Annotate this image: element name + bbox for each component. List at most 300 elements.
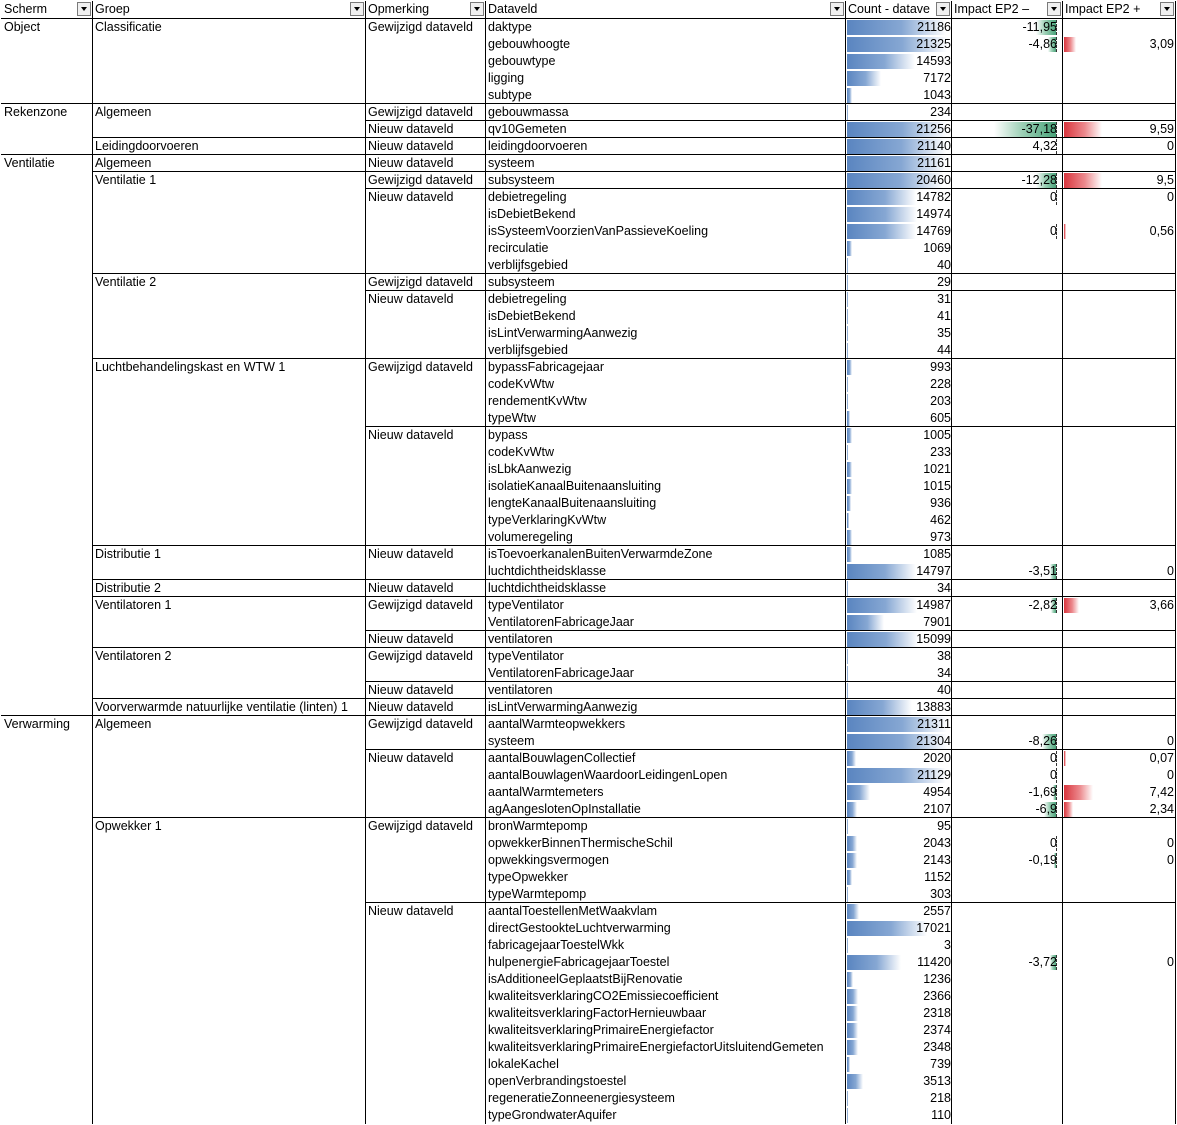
cell-count[interactable] bbox=[846, 1039, 952, 1056]
cell-opmerking[interactable] bbox=[366, 631, 486, 648]
cell-impact-neg[interactable] bbox=[952, 903, 1063, 920]
table-row[interactable] bbox=[1, 104, 1176, 121]
cell-groep[interactable] bbox=[93, 1039, 366, 1056]
cell-count[interactable] bbox=[846, 1107, 952, 1124]
cell-scherm[interactable] bbox=[1, 886, 93, 903]
cell-groep[interactable] bbox=[93, 835, 366, 852]
cell-impact-pos[interactable] bbox=[1063, 138, 1176, 155]
cell-opmerking[interactable] bbox=[366, 53, 486, 70]
cell-count[interactable] bbox=[846, 920, 952, 937]
cell-impact-pos[interactable] bbox=[1063, 410, 1176, 427]
cell-impact-pos[interactable] bbox=[1063, 342, 1176, 359]
cell-impact-neg[interactable] bbox=[952, 325, 1063, 342]
cell-groep[interactable] bbox=[93, 495, 366, 512]
cell-scherm[interactable] bbox=[1, 240, 93, 257]
cell-count[interactable] bbox=[846, 954, 952, 971]
cell-scherm[interactable] bbox=[1, 529, 93, 546]
cell-impact-neg[interactable] bbox=[952, 308, 1063, 325]
table-row[interactable] bbox=[1, 19, 1176, 36]
cell-groep[interactable] bbox=[93, 427, 366, 444]
cell-opmerking[interactable] bbox=[366, 444, 486, 461]
cell-opmerking[interactable] bbox=[366, 359, 486, 376]
cell-opmerking[interactable] bbox=[366, 461, 486, 478]
cell-count[interactable] bbox=[846, 546, 952, 563]
cell-groep[interactable] bbox=[93, 512, 366, 529]
cell-count[interactable] bbox=[846, 869, 952, 886]
cell-groep[interactable] bbox=[93, 733, 366, 750]
cell-dataveld[interactable] bbox=[486, 937, 846, 954]
table-row[interactable] bbox=[1, 444, 1176, 461]
cell-opmerking[interactable] bbox=[366, 257, 486, 274]
cell-opmerking[interactable] bbox=[366, 87, 486, 104]
table-row[interactable] bbox=[1, 733, 1176, 750]
cell-impact-pos[interactable] bbox=[1063, 444, 1176, 461]
cell-scherm[interactable] bbox=[1, 648, 93, 665]
table-row[interactable] bbox=[1, 937, 1176, 954]
cell-count[interactable] bbox=[846, 325, 952, 342]
cell-scherm[interactable] bbox=[1, 444, 93, 461]
cell-impact-neg[interactable] bbox=[952, 53, 1063, 70]
cell-dataveld[interactable] bbox=[486, 512, 846, 529]
table-row[interactable] bbox=[1, 920, 1176, 937]
cell-groep[interactable] bbox=[93, 563, 366, 580]
cell-groep[interactable] bbox=[93, 682, 366, 699]
cell-count[interactable] bbox=[846, 665, 952, 682]
cell-opmerking[interactable] bbox=[366, 376, 486, 393]
cell-scherm[interactable] bbox=[1, 478, 93, 495]
cell-count[interactable] bbox=[846, 410, 952, 427]
cell-dataveld[interactable] bbox=[486, 1090, 846, 1107]
cell-opmerking[interactable] bbox=[366, 835, 486, 852]
cell-count[interactable] bbox=[846, 988, 952, 1005]
cell-impact-neg[interactable] bbox=[952, 189, 1063, 206]
cell-scherm[interactable] bbox=[1, 920, 93, 937]
cell-impact-neg[interactable] bbox=[952, 427, 1063, 444]
table-row[interactable] bbox=[1, 750, 1176, 767]
table-row[interactable] bbox=[1, 359, 1176, 376]
cell-opmerking[interactable] bbox=[366, 240, 486, 257]
cell-impact-pos[interactable] bbox=[1063, 563, 1176, 580]
cell-opmerking[interactable] bbox=[366, 920, 486, 937]
cell-scherm[interactable] bbox=[1, 1107, 93, 1124]
cell-opmerking[interactable] bbox=[366, 1056, 486, 1073]
cell-impact-neg[interactable] bbox=[952, 376, 1063, 393]
cell-impact-neg[interactable] bbox=[952, 206, 1063, 223]
cell-opmerking[interactable] bbox=[366, 682, 486, 699]
table-row[interactable] bbox=[1, 478, 1176, 495]
table-row[interactable] bbox=[1, 274, 1176, 291]
table-row[interactable] bbox=[1, 954, 1176, 971]
cell-dataveld[interactable] bbox=[486, 206, 846, 223]
cell-opmerking[interactable] bbox=[366, 274, 486, 291]
cell-opmerking[interactable] bbox=[366, 410, 486, 427]
cell-count[interactable] bbox=[846, 716, 952, 733]
cell-dataveld[interactable] bbox=[486, 189, 846, 206]
cell-opmerking[interactable] bbox=[366, 699, 486, 716]
cell-scherm[interactable] bbox=[1, 512, 93, 529]
cell-opmerking[interactable] bbox=[366, 597, 486, 614]
cell-impact-neg[interactable] bbox=[952, 580, 1063, 597]
cell-impact-neg[interactable] bbox=[952, 121, 1063, 138]
cell-dataveld[interactable] bbox=[486, 614, 846, 631]
cell-impact-pos[interactable] bbox=[1063, 971, 1176, 988]
table-row[interactable] bbox=[1, 699, 1176, 716]
cell-count[interactable] bbox=[846, 580, 952, 597]
cell-opmerking[interactable] bbox=[366, 223, 486, 240]
cell-impact-neg[interactable] bbox=[952, 1073, 1063, 1090]
cell-impact-pos[interactable] bbox=[1063, 376, 1176, 393]
cell-opmerking[interactable] bbox=[366, 750, 486, 767]
cell-scherm[interactable] bbox=[1, 206, 93, 223]
cell-impact-neg[interactable] bbox=[952, 801, 1063, 818]
cell-impact-neg[interactable] bbox=[952, 104, 1063, 121]
cell-impact-neg[interactable] bbox=[952, 733, 1063, 750]
cell-count[interactable] bbox=[846, 393, 952, 410]
cell-impact-neg[interactable] bbox=[952, 563, 1063, 580]
cell-dataveld[interactable] bbox=[486, 988, 846, 1005]
cell-impact-neg[interactable] bbox=[952, 750, 1063, 767]
cell-count[interactable] bbox=[846, 87, 952, 104]
cell-count[interactable] bbox=[846, 342, 952, 359]
table-row[interactable] bbox=[1, 376, 1176, 393]
cell-impact-pos[interactable] bbox=[1063, 1039, 1176, 1056]
cell-opmerking[interactable] bbox=[366, 886, 486, 903]
cell-impact-neg[interactable] bbox=[952, 512, 1063, 529]
cell-impact-pos[interactable] bbox=[1063, 359, 1176, 376]
cell-impact-pos[interactable] bbox=[1063, 750, 1176, 767]
cell-impact-pos[interactable] bbox=[1063, 223, 1176, 240]
cell-dataveld[interactable] bbox=[486, 767, 846, 784]
table-row[interactable] bbox=[1, 971, 1176, 988]
cell-groep[interactable] bbox=[93, 325, 366, 342]
cell-count[interactable] bbox=[846, 70, 952, 87]
cell-dataveld[interactable] bbox=[486, 1056, 846, 1073]
table-row[interactable] bbox=[1, 886, 1176, 903]
cell-groep[interactable] bbox=[93, 665, 366, 682]
cell-groep[interactable] bbox=[93, 614, 366, 631]
cell-scherm[interactable] bbox=[1, 274, 93, 291]
cell-dataveld[interactable] bbox=[486, 461, 846, 478]
cell-opmerking[interactable] bbox=[366, 155, 486, 172]
cell-dataveld[interactable] bbox=[486, 869, 846, 886]
cell-groep[interactable] bbox=[93, 818, 366, 835]
cell-scherm[interactable] bbox=[1, 971, 93, 988]
cell-opmerking[interactable] bbox=[366, 665, 486, 682]
table-row[interactable] bbox=[1, 240, 1176, 257]
cell-dataveld[interactable] bbox=[486, 87, 846, 104]
cell-opmerking[interactable] bbox=[366, 937, 486, 954]
cell-count[interactable] bbox=[846, 648, 952, 665]
cell-dataveld[interactable] bbox=[486, 155, 846, 172]
cell-dataveld[interactable] bbox=[486, 53, 846, 70]
cell-opmerking[interactable] bbox=[366, 733, 486, 750]
table-row[interactable] bbox=[1, 223, 1176, 240]
cell-groep[interactable] bbox=[93, 903, 366, 920]
cell-count[interactable] bbox=[846, 427, 952, 444]
cell-dataveld[interactable] bbox=[486, 1005, 846, 1022]
table-row[interactable] bbox=[1, 1056, 1176, 1073]
cell-impact-pos[interactable] bbox=[1063, 240, 1176, 257]
cell-opmerking[interactable] bbox=[366, 427, 486, 444]
cell-dataveld[interactable] bbox=[486, 19, 846, 36]
table-row[interactable] bbox=[1, 410, 1176, 427]
cell-groep[interactable] bbox=[93, 1056, 366, 1073]
cell-groep[interactable] bbox=[93, 257, 366, 274]
cell-opmerking[interactable] bbox=[366, 325, 486, 342]
cell-dataveld[interactable] bbox=[486, 801, 846, 818]
cell-impact-neg[interactable] bbox=[952, 852, 1063, 869]
cell-scherm[interactable] bbox=[1, 767, 93, 784]
cell-impact-neg[interactable] bbox=[952, 87, 1063, 104]
cell-opmerking[interactable] bbox=[366, 104, 486, 121]
cell-impact-neg[interactable] bbox=[952, 784, 1063, 801]
cell-count[interactable] bbox=[846, 852, 952, 869]
cell-impact-neg[interactable] bbox=[952, 869, 1063, 886]
cell-impact-pos[interactable] bbox=[1063, 597, 1176, 614]
cell-opmerking[interactable] bbox=[366, 580, 486, 597]
cell-impact-neg[interactable] bbox=[952, 767, 1063, 784]
cell-scherm[interactable] bbox=[1, 308, 93, 325]
cell-impact-neg[interactable] bbox=[952, 36, 1063, 53]
cell-count[interactable] bbox=[846, 206, 952, 223]
cell-scherm[interactable] bbox=[1, 461, 93, 478]
cell-groep[interactable] bbox=[93, 376, 366, 393]
cell-dataveld[interactable] bbox=[486, 546, 846, 563]
cell-impact-neg[interactable] bbox=[952, 937, 1063, 954]
cell-impact-pos[interactable] bbox=[1063, 733, 1176, 750]
cell-scherm[interactable] bbox=[1, 699, 93, 716]
cell-impact-neg[interactable] bbox=[952, 359, 1063, 376]
cell-count[interactable] bbox=[846, 886, 952, 903]
cell-impact-pos[interactable] bbox=[1063, 767, 1176, 784]
cell-groep[interactable] bbox=[93, 189, 366, 206]
cell-count[interactable] bbox=[846, 19, 952, 36]
cell-groep[interactable] bbox=[93, 138, 366, 155]
cell-impact-neg[interactable] bbox=[952, 1022, 1063, 1039]
cell-impact-neg[interactable] bbox=[952, 665, 1063, 682]
cell-impact-neg[interactable] bbox=[952, 444, 1063, 461]
cell-dataveld[interactable] bbox=[486, 274, 846, 291]
cell-opmerking[interactable] bbox=[366, 954, 486, 971]
cell-groep[interactable] bbox=[93, 461, 366, 478]
cell-opmerking[interactable] bbox=[366, 1107, 486, 1124]
cell-impact-pos[interactable] bbox=[1063, 274, 1176, 291]
cell-dataveld[interactable] bbox=[486, 750, 846, 767]
table-row[interactable] bbox=[1, 563, 1176, 580]
cell-groep[interactable] bbox=[93, 291, 366, 308]
cell-impact-neg[interactable] bbox=[952, 835, 1063, 852]
cell-impact-pos[interactable] bbox=[1063, 70, 1176, 87]
cell-opmerking[interactable] bbox=[366, 767, 486, 784]
cell-count[interactable] bbox=[846, 53, 952, 70]
cell-impact-neg[interactable] bbox=[952, 240, 1063, 257]
cell-impact-pos[interactable] bbox=[1063, 104, 1176, 121]
cell-dataveld[interactable] bbox=[486, 478, 846, 495]
table-row[interactable] bbox=[1, 121, 1176, 138]
cell-impact-pos[interactable] bbox=[1063, 937, 1176, 954]
cell-groep[interactable] bbox=[93, 155, 366, 172]
cell-impact-pos[interactable] bbox=[1063, 495, 1176, 512]
cell-impact-pos[interactable] bbox=[1063, 308, 1176, 325]
cell-impact-pos[interactable] bbox=[1063, 631, 1176, 648]
table-row[interactable] bbox=[1, 1039, 1176, 1056]
cell-impact-neg[interactable] bbox=[952, 716, 1063, 733]
filter-dropdown-icon[interactable] bbox=[1047, 2, 1061, 16]
cell-impact-neg[interactable] bbox=[952, 495, 1063, 512]
cell-impact-pos[interactable] bbox=[1063, 1073, 1176, 1090]
cell-count[interactable] bbox=[846, 308, 952, 325]
table-row[interactable] bbox=[1, 138, 1176, 155]
cell-opmerking[interactable] bbox=[366, 1090, 486, 1107]
cell-groep[interactable] bbox=[93, 852, 366, 869]
cell-dataveld[interactable] bbox=[486, 342, 846, 359]
cell-impact-pos[interactable] bbox=[1063, 19, 1176, 36]
cell-count[interactable] bbox=[846, 1073, 952, 1090]
cell-scherm[interactable] bbox=[1, 223, 93, 240]
cell-opmerking[interactable] bbox=[366, 291, 486, 308]
cell-impact-neg[interactable] bbox=[952, 70, 1063, 87]
cell-dataveld[interactable] bbox=[486, 903, 846, 920]
table-row[interactable] bbox=[1, 818, 1176, 835]
cell-scherm[interactable] bbox=[1, 495, 93, 512]
cell-dataveld[interactable] bbox=[486, 138, 846, 155]
cell-groep[interactable] bbox=[93, 359, 366, 376]
cell-impact-pos[interactable] bbox=[1063, 325, 1176, 342]
cell-opmerking[interactable] bbox=[366, 19, 486, 36]
cell-opmerking[interactable] bbox=[366, 546, 486, 563]
cell-count[interactable] bbox=[846, 971, 952, 988]
cell-count[interactable] bbox=[846, 444, 952, 461]
cell-groep[interactable] bbox=[93, 648, 366, 665]
cell-scherm[interactable] bbox=[1, 563, 93, 580]
cell-count[interactable] bbox=[846, 36, 952, 53]
cell-impact-pos[interactable] bbox=[1063, 580, 1176, 597]
cell-groep[interactable] bbox=[93, 920, 366, 937]
cell-impact-pos[interactable] bbox=[1063, 172, 1176, 189]
cell-groep[interactable] bbox=[93, 1107, 366, 1124]
cell-scherm[interactable] bbox=[1, 172, 93, 189]
cell-impact-pos[interactable] bbox=[1063, 1056, 1176, 1073]
cell-opmerking[interactable] bbox=[366, 971, 486, 988]
table-row[interactable] bbox=[1, 1090, 1176, 1107]
cell-dataveld[interactable] bbox=[486, 852, 846, 869]
cell-dataveld[interactable] bbox=[486, 427, 846, 444]
cell-count[interactable] bbox=[846, 104, 952, 121]
cell-impact-pos[interactable] bbox=[1063, 835, 1176, 852]
cell-scherm[interactable] bbox=[1, 393, 93, 410]
cell-dataveld[interactable] bbox=[486, 1107, 846, 1124]
cell-scherm[interactable] bbox=[1, 1056, 93, 1073]
filter-dropdown-icon[interactable] bbox=[936, 2, 950, 16]
cell-scherm[interactable] bbox=[1, 359, 93, 376]
table-row[interactable] bbox=[1, 342, 1176, 359]
cell-impact-pos[interactable] bbox=[1063, 393, 1176, 410]
table-row[interactable] bbox=[1, 189, 1176, 206]
cell-count[interactable] bbox=[846, 903, 952, 920]
cell-impact-neg[interactable] bbox=[952, 393, 1063, 410]
cell-impact-pos[interactable] bbox=[1063, 1107, 1176, 1124]
cell-count[interactable] bbox=[846, 937, 952, 954]
cell-scherm[interactable] bbox=[1, 1090, 93, 1107]
table-row[interactable] bbox=[1, 801, 1176, 818]
table-row[interactable] bbox=[1, 665, 1176, 682]
cell-count[interactable] bbox=[846, 597, 952, 614]
table-row[interactable] bbox=[1, 648, 1176, 665]
cell-scherm[interactable] bbox=[1, 852, 93, 869]
cell-groep[interactable] bbox=[93, 87, 366, 104]
cell-scherm[interactable] bbox=[1, 614, 93, 631]
cell-count[interactable] bbox=[846, 461, 952, 478]
cell-count[interactable] bbox=[846, 563, 952, 580]
cell-groep[interactable] bbox=[93, 53, 366, 70]
cell-impact-pos[interactable] bbox=[1063, 1005, 1176, 1022]
cell-scherm[interactable] bbox=[1, 1073, 93, 1090]
cell-impact-pos[interactable] bbox=[1063, 512, 1176, 529]
cell-scherm[interactable] bbox=[1, 682, 93, 699]
cell-impact-neg[interactable] bbox=[952, 648, 1063, 665]
cell-impact-neg[interactable] bbox=[952, 529, 1063, 546]
cell-opmerking[interactable] bbox=[366, 1005, 486, 1022]
cell-opmerking[interactable] bbox=[366, 801, 486, 818]
cell-impact-pos[interactable] bbox=[1063, 699, 1176, 716]
cell-impact-pos[interactable] bbox=[1063, 648, 1176, 665]
cell-groep[interactable] bbox=[93, 546, 366, 563]
cell-dataveld[interactable] bbox=[486, 648, 846, 665]
cell-count[interactable] bbox=[846, 529, 952, 546]
filter-dropdown-icon[interactable] bbox=[470, 2, 484, 16]
cell-opmerking[interactable] bbox=[366, 1039, 486, 1056]
cell-scherm[interactable] bbox=[1, 1005, 93, 1022]
cell-impact-neg[interactable] bbox=[952, 223, 1063, 240]
cell-scherm[interactable] bbox=[1, 155, 93, 172]
cell-scherm[interactable] bbox=[1, 325, 93, 342]
table-row[interactable] bbox=[1, 291, 1176, 308]
cell-dataveld[interactable] bbox=[486, 36, 846, 53]
cell-scherm[interactable] bbox=[1, 104, 93, 121]
cell-impact-neg[interactable] bbox=[952, 614, 1063, 631]
cell-opmerking[interactable] bbox=[366, 189, 486, 206]
cell-scherm[interactable] bbox=[1, 138, 93, 155]
cell-scherm[interactable] bbox=[1, 1039, 93, 1056]
cell-impact-neg[interactable] bbox=[952, 971, 1063, 988]
cell-groep[interactable] bbox=[93, 631, 366, 648]
cell-opmerking[interactable] bbox=[366, 716, 486, 733]
cell-impact-pos[interactable] bbox=[1063, 903, 1176, 920]
cell-impact-neg[interactable] bbox=[952, 682, 1063, 699]
cell-groep[interactable] bbox=[93, 988, 366, 1005]
cell-scherm[interactable] bbox=[1, 954, 93, 971]
cell-dataveld[interactable] bbox=[486, 223, 846, 240]
cell-dataveld[interactable] bbox=[486, 1073, 846, 1090]
cell-count[interactable] bbox=[846, 274, 952, 291]
cell-impact-pos[interactable] bbox=[1063, 801, 1176, 818]
cell-impact-neg[interactable] bbox=[952, 699, 1063, 716]
cell-groep[interactable] bbox=[93, 478, 366, 495]
cell-impact-pos[interactable] bbox=[1063, 818, 1176, 835]
cell-dataveld[interactable] bbox=[486, 784, 846, 801]
cell-dataveld[interactable] bbox=[486, 1022, 846, 1039]
cell-scherm[interactable] bbox=[1, 733, 93, 750]
cell-opmerking[interactable] bbox=[366, 70, 486, 87]
cell-opmerking[interactable] bbox=[366, 852, 486, 869]
cell-opmerking[interactable] bbox=[366, 308, 486, 325]
cell-dataveld[interactable] bbox=[486, 597, 846, 614]
cell-opmerking[interactable] bbox=[366, 784, 486, 801]
cell-scherm[interactable] bbox=[1, 53, 93, 70]
cell-groep[interactable] bbox=[93, 1090, 366, 1107]
cell-impact-neg[interactable] bbox=[952, 886, 1063, 903]
cell-opmerking[interactable] bbox=[366, 563, 486, 580]
